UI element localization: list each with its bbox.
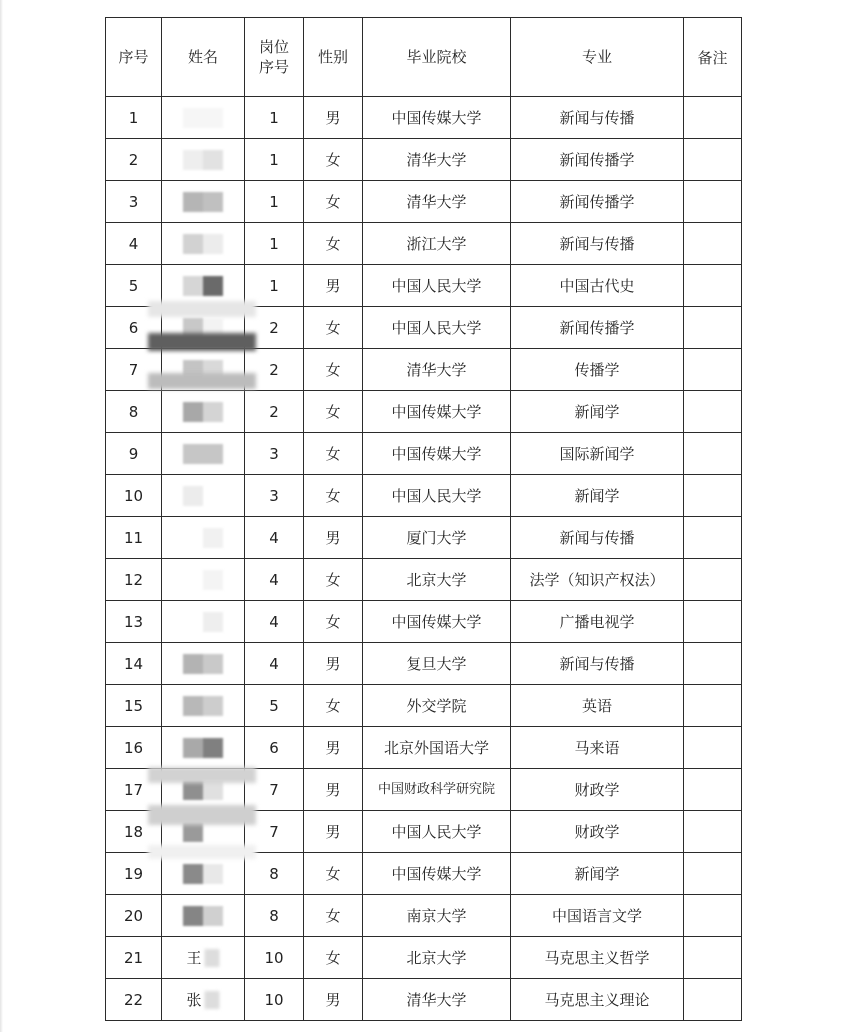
- row-name: [162, 307, 245, 349]
- name-redacted-char: [205, 949, 220, 967]
- mosaic-block: [183, 528, 203, 548]
- mosaic-block: [203, 570, 223, 590]
- table-row: [106, 895, 742, 937]
- header-major: 专业: [511, 18, 684, 97]
- table-row: [106, 391, 742, 433]
- mosaic-block: [183, 570, 203, 590]
- mosaic-block: [203, 528, 223, 548]
- row-major: 马克思主义理论: [511, 979, 684, 1021]
- row-name: [162, 685, 245, 727]
- row-major: 新闻学: [511, 391, 684, 433]
- row-remark: [684, 349, 742, 391]
- name-redaction-streak: [148, 373, 256, 389]
- row-no: 22: [106, 979, 162, 1021]
- row-post-no: 6: [245, 727, 304, 769]
- row-remark: [684, 181, 742, 223]
- row-name: [162, 391, 245, 433]
- row-school: 中国财政科学研究院: [363, 769, 511, 811]
- row-no: 15: [106, 685, 162, 727]
- row-name: [162, 181, 245, 223]
- row-remark: [684, 97, 742, 139]
- row-major: 新闻与传播: [511, 97, 684, 139]
- row-major: 新闻传播学: [511, 181, 684, 223]
- row-gender: 女: [304, 685, 363, 727]
- mosaic-block: [183, 906, 203, 926]
- roster-body: [106, 97, 742, 1021]
- table-row: [106, 979, 742, 1021]
- row-post-no: 4: [245, 559, 304, 601]
- mosaic-block: [183, 150, 203, 170]
- row-remark: [684, 643, 742, 685]
- row-post-no: 4: [245, 601, 304, 643]
- page-edge-shadow: [0, 0, 3, 1032]
- row-remark: [684, 853, 742, 895]
- row-major: 新闻学: [511, 853, 684, 895]
- mosaic-block: [203, 402, 223, 422]
- row-remark: [684, 895, 742, 937]
- row-name: [162, 349, 245, 391]
- row-school: 清华大学: [363, 139, 511, 181]
- row-remark: [684, 517, 742, 559]
- row-major: 中国古代史: [511, 265, 684, 307]
- mosaic-block: [183, 654, 203, 674]
- row-major: 新闻与传播: [511, 517, 684, 559]
- row-remark: [684, 391, 742, 433]
- name-redaction-mosaic: [177, 108, 229, 128]
- row-post-no: 10: [245, 937, 304, 979]
- mosaic-block: [203, 192, 223, 212]
- mosaic-block: [183, 234, 203, 254]
- row-no: 5: [106, 265, 162, 307]
- mosaic-block: [203, 906, 223, 926]
- table-row: [106, 349, 742, 391]
- row-no: 9: [106, 433, 162, 475]
- table-row: [106, 475, 742, 517]
- row-no: 21: [106, 937, 162, 979]
- row-gender: 女: [304, 853, 363, 895]
- row-name: [162, 979, 245, 1021]
- row-remark: [684, 223, 742, 265]
- name-redaction-mosaic: [177, 906, 229, 926]
- header-school: 毕业院校: [363, 18, 511, 97]
- row-no: 13: [106, 601, 162, 643]
- row-name: [162, 601, 245, 643]
- name-redaction-mosaic: [177, 192, 229, 212]
- row-remark: [684, 139, 742, 181]
- row-post-no: 3: [245, 433, 304, 475]
- row-major: 财政学: [511, 811, 684, 853]
- table-row: [106, 727, 742, 769]
- name-visible-char: 王: [186, 948, 202, 967]
- row-gender: 男: [304, 979, 363, 1021]
- mosaic-block: [203, 234, 223, 254]
- row-name: [162, 559, 245, 601]
- row-no: 10: [106, 475, 162, 517]
- mosaic-block: [203, 612, 223, 632]
- row-gender: 女: [304, 433, 363, 475]
- row-no: 14: [106, 643, 162, 685]
- row-major: 新闻传播学: [511, 307, 684, 349]
- row-major: 传播学: [511, 349, 684, 391]
- row-school: 复旦大学: [363, 643, 511, 685]
- row-gender: 女: [304, 349, 363, 391]
- name-partial-text: [186, 990, 219, 1010]
- row-no: 17: [106, 769, 162, 811]
- row-major: 中国语言文学: [511, 895, 684, 937]
- row-school: 厦门大学: [363, 517, 511, 559]
- row-school: 北京大学: [363, 559, 511, 601]
- row-school: 北京大学: [363, 937, 511, 979]
- mosaic-block: [203, 696, 223, 716]
- row-gender: 女: [304, 307, 363, 349]
- row-name: [162, 223, 245, 265]
- row-post-no: 8: [245, 853, 304, 895]
- row-major: 财政学: [511, 769, 684, 811]
- header-remark: 备注: [684, 18, 742, 97]
- row-post-no: 4: [245, 643, 304, 685]
- row-school: 中国传媒大学: [363, 97, 511, 139]
- table-row: [106, 937, 742, 979]
- candidate-roster-table: [105, 17, 742, 1021]
- row-school: 中国人民大学: [363, 307, 511, 349]
- row-gender: 男: [304, 727, 363, 769]
- mosaic-block: [203, 738, 223, 758]
- row-name: [162, 433, 245, 475]
- mosaic-block: [203, 486, 223, 506]
- row-school: 南京大学: [363, 895, 511, 937]
- row-gender: 男: [304, 811, 363, 853]
- name-redaction-mosaic: [177, 528, 229, 548]
- mosaic-block: [183, 192, 203, 212]
- row-major: 英语: [511, 685, 684, 727]
- row-major: 法学（知识产权法）: [511, 559, 684, 601]
- row-remark: [684, 307, 742, 349]
- row-remark: [684, 475, 742, 517]
- name-visible-char: 张: [186, 990, 202, 1009]
- row-post-no: 2: [245, 307, 304, 349]
- row-school: 浙江大学: [363, 223, 511, 265]
- row-name: [162, 517, 245, 559]
- row-gender: 女: [304, 559, 363, 601]
- mosaic-block: [183, 444, 203, 464]
- name-redaction-mosaic: [177, 150, 229, 170]
- row-post-no: 3: [245, 475, 304, 517]
- name-partial-text: [186, 948, 219, 968]
- row-gender: 男: [304, 517, 363, 559]
- header-name: 姓名: [162, 18, 245, 97]
- table-row: [106, 97, 742, 139]
- mosaic-block: [183, 612, 203, 632]
- mosaic-block: [183, 108, 203, 128]
- row-no: 1: [106, 97, 162, 139]
- name-redacted-char: [205, 991, 220, 1009]
- table-row: [106, 643, 742, 685]
- table-row: [106, 433, 742, 475]
- row-post-no: 5: [245, 685, 304, 727]
- row-post-no: 1: [245, 97, 304, 139]
- row-name: [162, 727, 245, 769]
- row-school: 中国传媒大学: [363, 601, 511, 643]
- table-row: [106, 601, 742, 643]
- table-row: [106, 181, 742, 223]
- row-name: [162, 265, 245, 307]
- row-gender: 男: [304, 97, 363, 139]
- name-redaction-mosaic: [177, 486, 229, 506]
- row-post-no: 7: [245, 811, 304, 853]
- row-name: [162, 895, 245, 937]
- row-post-no: 2: [245, 391, 304, 433]
- row-school: 清华大学: [363, 349, 511, 391]
- header-post-line2: 序号: [258, 58, 289, 76]
- row-remark: [684, 559, 742, 601]
- mosaic-block: [203, 654, 223, 674]
- mosaic-block: [203, 864, 223, 884]
- row-gender: 女: [304, 391, 363, 433]
- row-no: 2: [106, 139, 162, 181]
- row-remark: [684, 811, 742, 853]
- table-row: [106, 517, 742, 559]
- row-school: 中国传媒大学: [363, 853, 511, 895]
- name-redaction-mosaic: [177, 864, 229, 884]
- row-no: 16: [106, 727, 162, 769]
- name-redaction-mosaic: [177, 570, 229, 590]
- row-major: 新闻与传播: [511, 643, 684, 685]
- row-gender: 女: [304, 139, 363, 181]
- table-row: [106, 685, 742, 727]
- row-school: 中国传媒大学: [363, 391, 511, 433]
- row-school: 中国人民大学: [363, 265, 511, 307]
- table-row: [106, 265, 742, 307]
- table-row: [106, 853, 742, 895]
- row-post-no: 7: [245, 769, 304, 811]
- row-remark: [684, 685, 742, 727]
- row-post-no: 1: [245, 265, 304, 307]
- row-name: [162, 643, 245, 685]
- row-major: 新闻传播学: [511, 139, 684, 181]
- row-name: [162, 853, 245, 895]
- row-major: 马来语: [511, 727, 684, 769]
- name-redaction-mosaic: [177, 696, 229, 716]
- row-gender: 女: [304, 181, 363, 223]
- mosaic-block: [183, 486, 203, 506]
- row-school: 北京外国语大学: [363, 727, 511, 769]
- header-no: 序号: [106, 18, 162, 97]
- row-name: [162, 97, 245, 139]
- row-post-no: 1: [245, 181, 304, 223]
- mosaic-block: [183, 738, 203, 758]
- header-row: [106, 18, 742, 97]
- name-redaction-mosaic: [177, 654, 229, 674]
- table-row: [106, 223, 742, 265]
- row-post-no: 4: [245, 517, 304, 559]
- header-post-no: [245, 18, 304, 97]
- row-major: 新闻学: [511, 475, 684, 517]
- row-major: 国际新闻学: [511, 433, 684, 475]
- row-remark: [684, 937, 742, 979]
- row-gender: 女: [304, 475, 363, 517]
- row-school: 清华大学: [363, 979, 511, 1021]
- name-redaction-mosaic: [177, 444, 229, 464]
- row-name: [162, 139, 245, 181]
- row-no: 8: [106, 391, 162, 433]
- mosaic-block: [183, 402, 203, 422]
- row-remark: [684, 601, 742, 643]
- row-remark: [684, 433, 742, 475]
- row-remark: [684, 727, 742, 769]
- row-school: 中国人民大学: [363, 475, 511, 517]
- row-gender: 女: [304, 937, 363, 979]
- row-gender: 女: [304, 601, 363, 643]
- name-redaction-mosaic: [177, 612, 229, 632]
- row-school: 清华大学: [363, 181, 511, 223]
- row-post-no: 8: [245, 895, 304, 937]
- name-redaction-streak: [148, 805, 256, 825]
- row-no: 11: [106, 517, 162, 559]
- name-redaction-mosaic: [177, 738, 229, 758]
- row-post-no: 2: [245, 349, 304, 391]
- row-name: [162, 475, 245, 517]
- row-school: 中国人民大学: [363, 811, 511, 853]
- row-no: 6: [106, 307, 162, 349]
- row-no: 20: [106, 895, 162, 937]
- row-remark: [684, 979, 742, 1021]
- row-major: 马克思主义哲学: [511, 937, 684, 979]
- row-school: 外交学院: [363, 685, 511, 727]
- row-no: 3: [106, 181, 162, 223]
- mosaic-block: [203, 150, 223, 170]
- header-gender: 性别: [304, 18, 363, 97]
- row-gender: 男: [304, 265, 363, 307]
- row-major: 广播电视学: [511, 601, 684, 643]
- mosaic-block: [203, 108, 223, 128]
- row-no: 12: [106, 559, 162, 601]
- row-gender: 男: [304, 769, 363, 811]
- mosaic-block: [203, 444, 223, 464]
- name-redaction-streak: [148, 845, 256, 859]
- row-school: 中国传媒大学: [363, 433, 511, 475]
- row-gender: 女: [304, 223, 363, 265]
- header-post-line1: 岗位: [258, 38, 289, 56]
- row-gender: 女: [304, 895, 363, 937]
- name-redaction-streak: [148, 767, 256, 783]
- name-redaction-mosaic: [177, 276, 229, 296]
- row-major: 新闻与传播: [511, 223, 684, 265]
- mosaic-block: [203, 276, 223, 296]
- row-remark: [684, 769, 742, 811]
- row-post-no: 1: [245, 223, 304, 265]
- table-row: [106, 139, 742, 181]
- row-name: [162, 937, 245, 979]
- row-post-no: 1: [245, 139, 304, 181]
- row-remark: [684, 265, 742, 307]
- row-gender: 男: [304, 643, 363, 685]
- row-no: 19: [106, 853, 162, 895]
- name-redaction-mosaic: [177, 402, 229, 422]
- table-row: [106, 559, 742, 601]
- row-no: 4: [106, 223, 162, 265]
- mosaic-block: [183, 276, 203, 296]
- row-post-no: 10: [245, 979, 304, 1021]
- row-no: 7: [106, 349, 162, 391]
- mosaic-block: [183, 864, 203, 884]
- row-no: 18: [106, 811, 162, 853]
- table-row: [106, 307, 742, 349]
- name-redaction-mosaic: [177, 234, 229, 254]
- mosaic-block: [183, 696, 203, 716]
